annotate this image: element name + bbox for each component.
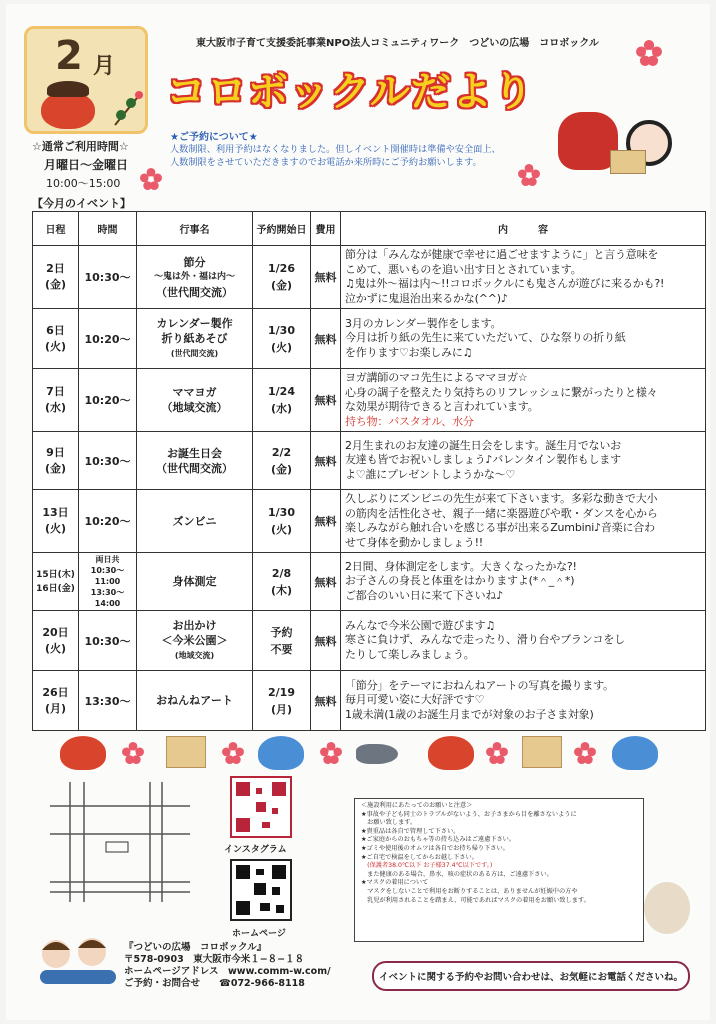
- plum-flower-icon: [574, 742, 596, 764]
- plum-sprig-icon: [111, 87, 145, 127]
- notice-line: 人数制限をさせていただきますのでお電話か来所時にご予約お願いします。: [170, 157, 482, 168]
- table-row: [33, 246, 706, 309]
- reservation-start: 1/26 (金): [253, 246, 311, 309]
- table-row: [33, 490, 706, 553]
- instagram-qr-code[interactable]: [230, 776, 292, 838]
- reservation-start: 2/2 (金): [253, 432, 311, 490]
- event-content: みんなで今米公園で遊びます♫ 寒さに負けず、みんなで走ったり、滑り台やブランコをし たりして楽しみましょう。: [341, 611, 706, 671]
- event-fee: 無料: [311, 432, 341, 490]
- rules-line: (保護者38.0℃以下 お子様37.4℃以下です。): [361, 862, 493, 870]
- address: 〒578-0903 東大阪市今米１−８−１８: [124, 954, 305, 965]
- table-row: [33, 432, 706, 490]
- event-content: 「節分」をテーマにおねんねアートの写真を撮ります。 毎月可愛い姿に大好評です♡ 1歳未満(1歳のお誕生月までが対象のお子さま対象): [341, 671, 706, 731]
- access-map: [50, 782, 190, 902]
- kids-illustration: [36, 934, 120, 994]
- rules-line: 乳児が利用されることを踏まえ、可能であればマスクの着用をお願い致します。: [361, 896, 590, 904]
- col-header-fee: 費用: [311, 212, 341, 246]
- events-table: [32, 211, 706, 731]
- plum-flower-icon: [122, 742, 144, 764]
- event-fee: 無料: [311, 246, 341, 309]
- table-row: [33, 611, 706, 671]
- month-badge: [24, 26, 148, 134]
- event-date: 20日 (火): [33, 611, 79, 671]
- blue-oni-icon: [258, 736, 304, 770]
- plum-flower-icon: [222, 742, 244, 764]
- homepage-url[interactable]: ホームページアドレス www.comm-w.com/: [124, 966, 331, 977]
- bean-box-illustration: [610, 150, 646, 174]
- rules-line: ★マスクの着用について: [361, 879, 429, 887]
- hours-time: 10:00～15:00: [46, 177, 121, 190]
- red-oni-icon: [428, 736, 474, 770]
- rules-line: マスクをしないことで利用をお断りすることは、ありませんが妊娠中の方や: [361, 887, 578, 895]
- event-date: 2日 (金): [33, 246, 79, 309]
- notice-title: ★ご予約について★: [170, 132, 258, 143]
- event-fee: 無料: [311, 671, 341, 731]
- oni-illustration: [41, 91, 95, 129]
- newsletter-title: コロボックルだより: [166, 69, 534, 115]
- event-fee: 無料: [311, 369, 341, 432]
- event-date: 7日 (水): [33, 369, 79, 432]
- blue-oni-icon: [612, 736, 658, 770]
- event-content: 久しぶりにズンビニの先生が来て下さいます。多彩な動きで大小 の筋肉を活性化させ、親子一緒に楽器遊びや歌・ダンスを心から 楽しみながら触れ合いを感じる事が出来るZumbini♪音楽に合わ せて身体を動かしましょう!!: [341, 490, 706, 553]
- contact-info: [124, 942, 344, 990]
- event-time: 10:30～: [79, 611, 137, 671]
- event-time: 両日共 10:30～11:00 13:30～14:00: [79, 553, 137, 611]
- event-date: 9日 (金): [33, 432, 79, 490]
- reservation-notice: [170, 128, 550, 169]
- facility-name: 『つどいの広場 コロボックル』: [124, 942, 267, 953]
- event-name: お誕生日会 （世代間交流）: [137, 432, 253, 490]
- red-oni-icon: [60, 736, 106, 770]
- rules-line: また健康のある場合、鼻水、咳の症状のある方は、ご遠慮下さい。: [361, 870, 553, 878]
- event-time: 10:20～: [79, 309, 137, 369]
- bean-box-icon: [166, 736, 206, 768]
- reservation-start: 2/8 (木): [253, 553, 311, 611]
- rules-line: ★ご家庭からのおもちゃ等の持ち込みはご遠慮下さい。: [361, 836, 516, 844]
- event-date: 6日 (火): [33, 309, 79, 369]
- rules-line: ★ご自宅で検温をしてからお越し下さい。: [361, 853, 478, 861]
- event-fee: 無料: [311, 611, 341, 671]
- event-fee: 無料: [311, 309, 341, 369]
- reservation-start: 予約 不要: [253, 611, 311, 671]
- bean-box-icon: [522, 736, 562, 768]
- event-date: 15日(木) 16日(金): [33, 553, 79, 611]
- opening-hours: [32, 138, 162, 191]
- event-fee: 無料: [311, 490, 341, 553]
- instagram-label: インスタグラム: [224, 845, 287, 855]
- events-label: 【今月のイベント】: [32, 197, 131, 210]
- event-content: 2日間、身体測定をします。大きくなったかな?! お子さんの身長と体重をはかりますよ(*＾_＾*) ご都合のいい日に来て下さいね♪: [341, 553, 706, 611]
- event-name: ズンビニ: [137, 490, 253, 553]
- bring-items-note: 持ち物：バスタオル、水分: [345, 414, 474, 428]
- event-name: ママヨガ （地域交流）: [137, 369, 253, 432]
- col-header-date: 日程: [33, 212, 79, 246]
- event-content: ヨガ講師のマコ先生によるママヨガ☆ 心身の調子を整えたり気持ちのリフレッシュに繋がったりと様々 な効果が期待できると言われています。 持ち物：バスタオル、水分: [341, 369, 706, 432]
- homepage-label: ホームページ: [232, 929, 286, 939]
- month-number: 2: [55, 33, 83, 79]
- month-unit: 月: [93, 54, 116, 79]
- oni-illustration: [558, 112, 618, 170]
- organization-line: 東大阪市子育て支援委託事業NPO法人コミュニティワーク つどいの広場 コロボックル: [196, 38, 599, 49]
- event-content: 3月のカレンダー製作をします。 今月は折り紙の先生に来ていただいて、ひな祭りの折り紙 を作ります♡お楽しみに♫: [341, 309, 706, 369]
- event-name: 節分 ～鬼は外・福は内～ （世代間交流）: [137, 246, 253, 309]
- reservation-start: 1/30 (火): [253, 490, 311, 553]
- event-time: 13:30～: [79, 671, 137, 731]
- reservation-start: 1/30 (火): [253, 309, 311, 369]
- table-row: [33, 671, 706, 731]
- decoration-row: [56, 732, 676, 776]
- event-content: 節分は「みんなが健康で幸せに過ごせますように」と言う意味を こめて、悪いものを追い出す日とされています。 ♫鬼は外～福は内～!!コロボックルにも鬼さんが遊びに来るかも?! 泣かずに鬼退治出来るかな(^^)♪: [341, 246, 706, 309]
- col-header-time: 時間: [79, 212, 137, 246]
- phone-number[interactable]: ご予約・お問合せ ☎072-966-8118: [124, 978, 305, 989]
- sardine-icon: [356, 744, 398, 764]
- facility-rules: [354, 798, 644, 942]
- hours-title: ☆通常ご利用時間☆: [32, 140, 129, 153]
- event-time: 10:20～: [79, 490, 137, 553]
- rules-line: お願い致します。: [361, 819, 417, 827]
- event-time: 10:20～: [79, 369, 137, 432]
- event-fee: 無料: [311, 553, 341, 611]
- plum-flower-icon: [320, 742, 342, 764]
- col-header-event: 行事名: [137, 212, 253, 246]
- newsletter-sheet: [6, 4, 710, 1020]
- contact-speech-bubble: イベントに関する予約やお問い合わせは、お気軽にお電話くださいね。: [372, 961, 690, 991]
- event-name: 身体測定: [137, 553, 253, 611]
- event-date: 13日 (火): [33, 490, 79, 553]
- event-name: お出かけ ＜今米公園＞ (地域交流): [137, 611, 253, 671]
- reservation-start: 1/24 (水): [253, 369, 311, 432]
- event-time: 10:30～: [79, 246, 137, 309]
- rules-line: ★貴重品は各自で管理して下さい。: [361, 827, 460, 835]
- event-name: カレンダー製作 折り紙あそび (世代間交流): [137, 309, 253, 369]
- col-header-reservation-start: 予約開始日: [253, 212, 311, 246]
- homepage-qr-code[interactable]: [230, 859, 292, 921]
- rules-line: ＜施設利用にあたってのお願いと注意＞: [361, 802, 473, 809]
- hours-days: 月曜日～金曜日: [44, 158, 129, 172]
- col-header-content: 内 容: [341, 212, 706, 246]
- event-date: 26日 (月): [33, 671, 79, 731]
- table-row: [33, 309, 706, 369]
- rules-line: ★ゴミや使用後のオムツは各自でお持ち帰り下さい。: [361, 844, 509, 852]
- notice-line: 人数制限、利用予約はなくなりました。但しイベント開催時は準備や安全面上、: [170, 144, 501, 155]
- plum-flower-icon: [486, 742, 508, 764]
- plum-flower-icon: [636, 40, 662, 66]
- reservation-start: 2/19 (月): [253, 671, 311, 731]
- table-header-row: [33, 212, 706, 246]
- rules-line: ★事故や子ども同士のトラブルがないよう、お子さまから目を離さないように: [361, 810, 577, 818]
- table-row: [33, 553, 706, 611]
- event-time: 10:30～: [79, 432, 137, 490]
- mouse-illustration: [644, 882, 690, 934]
- event-name: おねんねアート: [137, 671, 253, 731]
- table-row: [33, 369, 706, 432]
- event-content: 2月生まれのお友達の誕生日会をします。誕生月でないお 友達も皆でお祝いしましょう♪バレンタイン製作もします よ♡誰にプレゼントしようかな～♡: [341, 432, 706, 490]
